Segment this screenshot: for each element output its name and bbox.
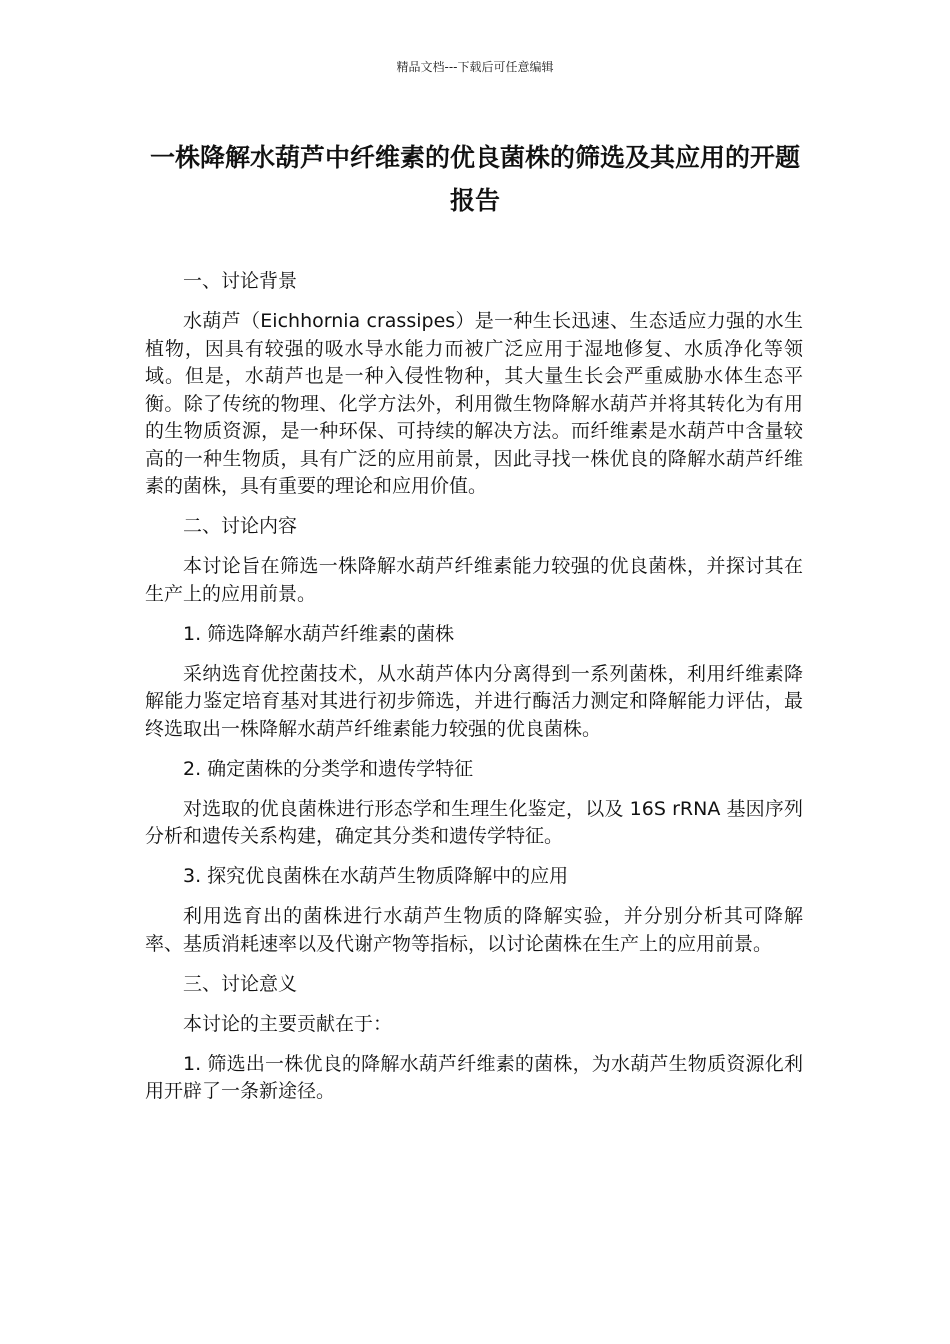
section-heading-significance: 三、讨论意义 bbox=[183, 972, 298, 995]
paragraph-classification: 对选取的优良菌株进行形态学和生理生化鉴定，以及 16S rRNA 基因序列分析和遗传关系构建，确定其分类和遗传学特征。 bbox=[145, 797, 803, 847]
paragraph-background: 水葫芦（Eichhornia crassipes）是一种生长迅速、生态适应力强的水生植物，因具有较强的吸水导水能力而被广泛应用于湿地修复、水质净化等领域。但是，水葫芦也是一种入侵性物种，其大量生长会严重威胁水体生态平衡。除了传统的物理、化学方法外，利用微生物降解水葫芦并将其转化为有用的生物质资源，是一种环保、可持续的解决方法。而纤维素是水葫芦中含量较高的一种生物质，具有广泛的应用前景，因此寻找一株优良的降解水葫芦纤维素的菌株，具有重要的理论和应用价值。 bbox=[145, 310, 803, 497]
document-body bbox=[145, 268, 803, 1118]
paragraph-significance-1: 1. 筛选出一株优良的降解水葫芦纤维素的菌株，为水葫芦生物质资源化利用开辟了一条新途径。 bbox=[145, 1052, 803, 1102]
paragraph-application: 利用选育出的菌株进行水葫芦生物质的降解实验，并分别分析其可降解率、基质消耗速率以及代谢产物等指标，以讨论菌株在生产上的应用前景。 bbox=[145, 905, 803, 955]
paragraph-significance-intro: 本讨论的主要贡献在于： bbox=[183, 1012, 393, 1035]
subheading-screening: 1. 筛选降解水葫芦纤维素的菌株 bbox=[183, 622, 455, 645]
section-heading-background: 一、讨论背景 bbox=[183, 270, 298, 292]
subheading-application: 3. 探究优良菌株在水葫芦生物质降解中的应用 bbox=[183, 865, 569, 887]
document-title: 一株降解水葫芦中纤维素的优良菌株的筛选及其应用的开题报告 bbox=[149, 143, 800, 215]
paragraph-screening: 采纳选育优控菌技术，从水葫芦体内分离得到一系列菌株，利用纤维素降解能力鉴定培育基对其进行初步筛选，并进行酶活力测定和降解能力评估，最终选取出一株降解水葫芦纤维素能力较强的优良菌株。 bbox=[145, 662, 803, 740]
page-header: 精品文档---下载后可任意编辑 bbox=[396, 60, 554, 74]
section-heading-content: 二、讨论内容 bbox=[183, 515, 298, 537]
paragraph-content-intro: 本讨论旨在筛选一株降解水葫芦纤维素能力较强的优良菌株，并探讨其在生产上的应用前景。 bbox=[145, 555, 803, 605]
subheading-classification: 2. 确定菌株的分类学和遗传学特征 bbox=[183, 757, 474, 780]
